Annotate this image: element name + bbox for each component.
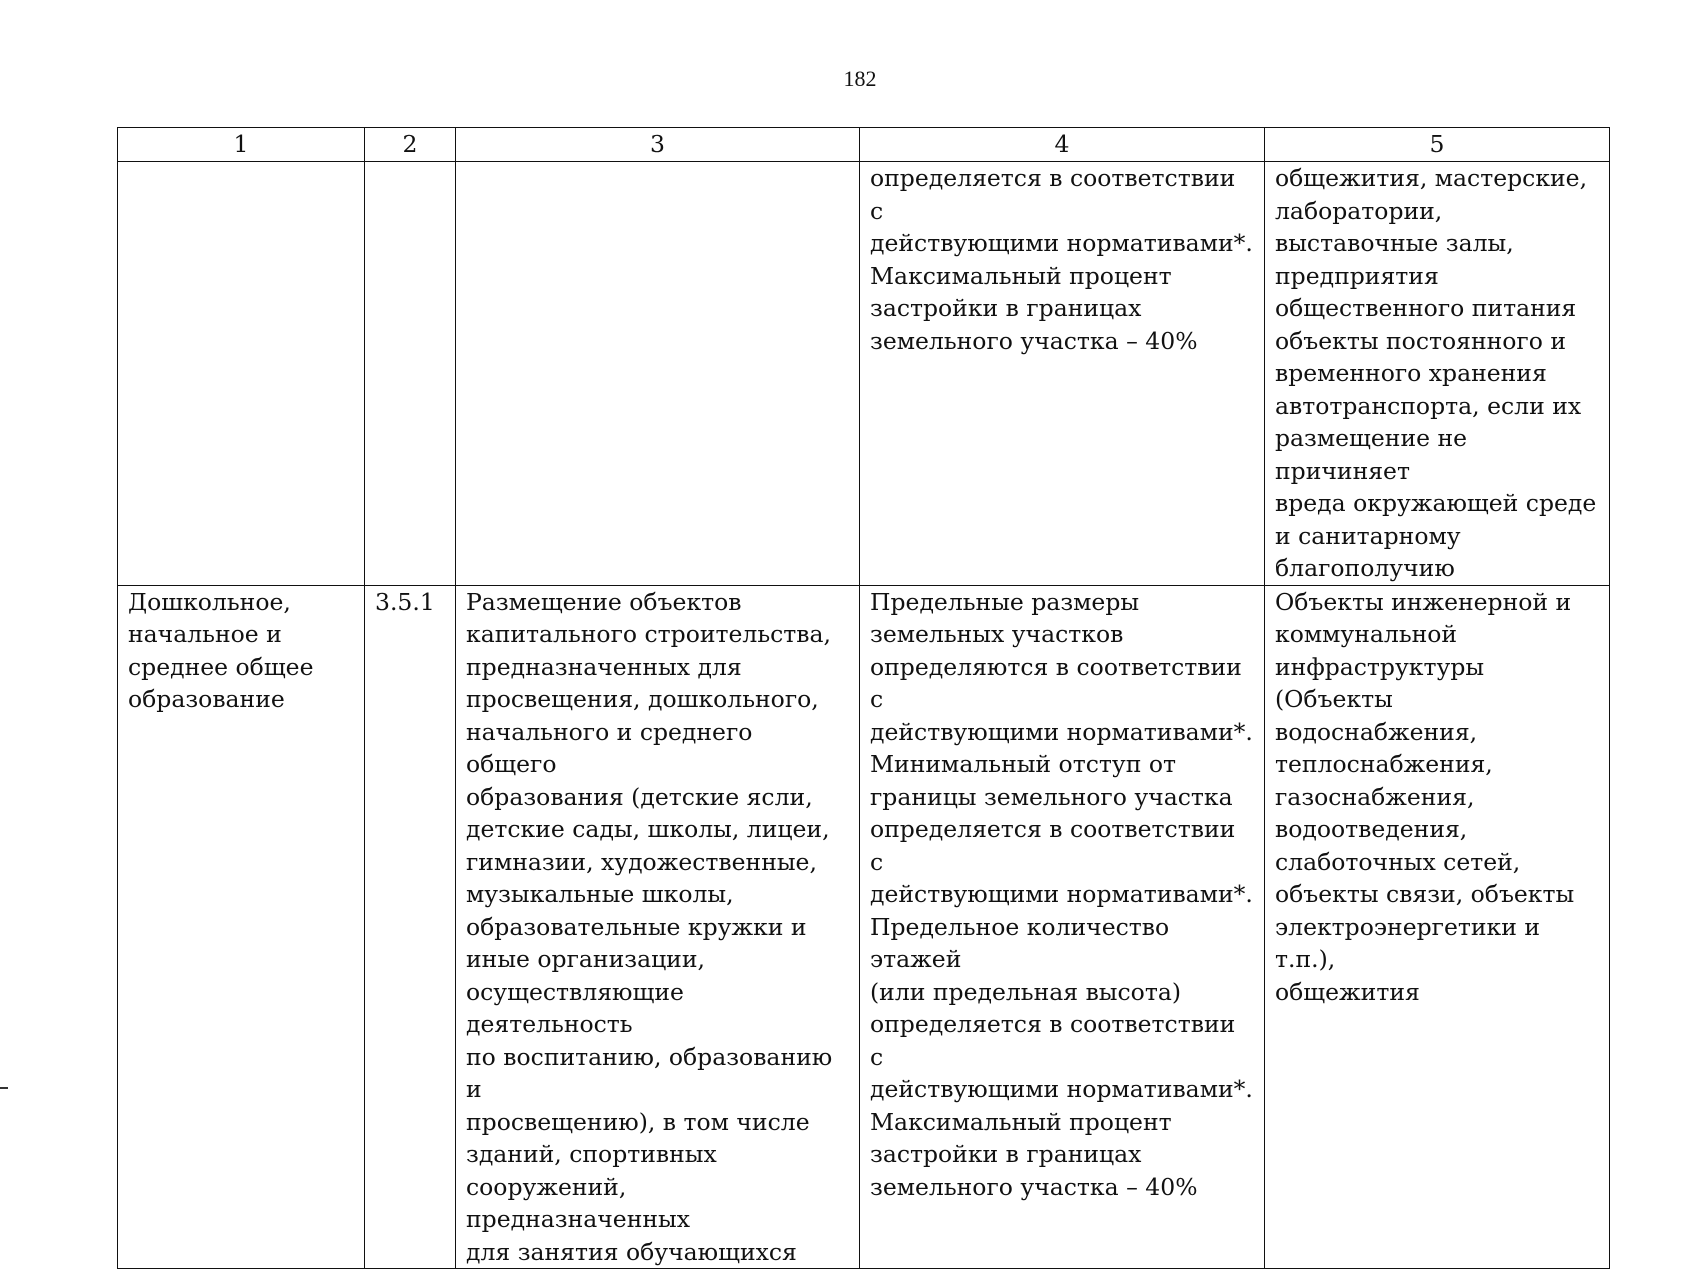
column-header-3: 3 — [456, 128, 860, 162]
column-header-4: 4 — [860, 128, 1265, 162]
page-number: 182 — [843, 66, 877, 91]
cell-use-description: Размещение объектов капитального строительства, предназначенных для просвещения, дошкольного, начального и среднего общего образования (детские ясли, детские сады, школы, лицеи, гимназии, художественные, музыкальные школы, образовательные кружки и иные организации, осуществляющие деятельность по воспитанию, образованию и просвещению), в том числе зданий, спортивных сооружений, предназначенных для занятия обучающихся — [456, 585, 860, 1269]
cell-use-description — [456, 162, 860, 586]
regulations-table — [117, 127, 1610, 1269]
cell-use-code — [365, 162, 456, 586]
cell-use-name: Дошкольное, начальное и среднее общее образование — [118, 585, 365, 1269]
header-row — [118, 128, 1610, 162]
cell-limits: определяется в соответствии с действующими нормативами*. Максимальный процент застройки в границах земельного участка – 40% — [860, 162, 1265, 586]
cell-auxiliary-uses: общежития, мастерские, лаборатории, выставочные залы, предприятия общественного питания объекты постоянного и временного хранения автотранспорта, если их размещение не причиняет вреда окружающей среде и санитарному благополучию — [1265, 162, 1610, 586]
cell-use-name — [118, 162, 365, 586]
table-row — [118, 585, 1610, 1269]
table-row — [118, 162, 1610, 586]
cell-use-code: 3.5.1 — [365, 585, 456, 1269]
cell-auxiliary-uses: Объекты инженерной и коммунальной инфраструктуры (Объекты водоснабжения, теплоснабжения, газоснабжения, водоотведения, слаботочных сетей, объекты связи, объекты электроэнергетики и т.п.), общежития — [1265, 585, 1610, 1269]
column-header-1: 1 — [118, 128, 365, 162]
cell-limits: Предельные размеры земельных участков определяются в соответствии с действующими нормативами*. Минимальный отступ от границы земельного участка определяется в соответствии с действующими нормативами*. Предельное количество этажей (или предельная высота) определяется в соответствии с действующими нормативами*. Максимальный процент застройки в границах земельного участка – 40% — [860, 585, 1265, 1269]
column-header-5: 5 — [1265, 128, 1610, 162]
column-header-2: 2 — [365, 128, 456, 162]
margin-mark — [0, 1087, 8, 1089]
